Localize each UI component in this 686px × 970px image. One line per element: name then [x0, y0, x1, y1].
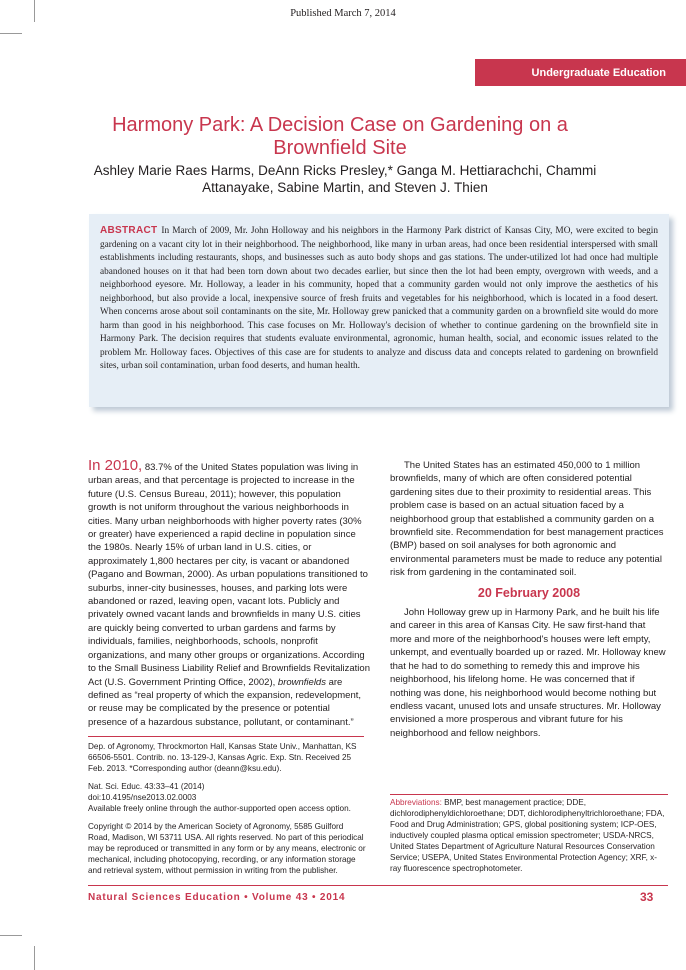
abbreviations-block [390, 797, 668, 874]
abbreviations-divider [390, 794, 668, 795]
abbreviations-text: BMP, best management practice; DDE, dichlorodiphenyldichloroethane; DDT, dichlorodiphenyltrichloroethane; FDA, Food and Drug Administration; GPS, global positioning system; ICP-OES, inductively coupled plasma optical emission spectrometer; USDA-NRCS, United States Department of Agriculture Natural Resources Conservation Service; USEPA, United States Environmental Protection Agency; XRF, x-ray fluorescence spectrophotometer. [390, 798, 665, 873]
intro-italic-term: brownfields [277, 676, 326, 688]
crop-mark [34, 946, 35, 970]
published-date: Published March 7, 2014 [290, 8, 396, 19]
intro-lead: In 2010, [88, 457, 143, 474]
copyright-note: Copyright © 2014 by the American Society of Agronomy, 5585 Guilford Road, Madison, WI 53711 USA. All rights reserved. No part of this periodical may be reproduced or transmitted in any form or by any means, electronic or mechanical, including photocopying, recording, or any information storage and retrieval system, without permission in writing from the publisher. [88, 822, 366, 875]
abstract-text: In March of 2009, Mr. John Holloway and his neighbors in the Harmony Park district of Kansas City, MO, were excited to begin gardening on a vacant city lot in their neighborhood. The neighborhood, like many in urban areas, had once been residential interspersed with small establishments including restaurants, shops, and businesses such as auto body shops and gas stations. The under-utilized lot had once had multiple abandoned houses on it that had been torn down about two decades earlier, but since then the lot had been empty, overgrown with weeds, and a neighborhood eyesore. Mr. Holloway, a leader in his community, hoped that a community garden would not only improve the aesthetics of his neighborhood, but also provide a local, inexpensive source of fresh fruits and vegetables for his neighborhood, which is located in a food desert. When concerns arose about soil contaminants on the site, Mr. Holloway grew panicked that a community garden on a brownfield site would do more harm than good in his neighborhood. This case focuses on Mr. Holloway's decision of whether to continue gardening on the brownfield site in Harmony Park. The decision requires that students evaluate environmental, agronomic, human health, social, and economic issues related to the problem Mr. Holloway faces. Objectives of this case are for students to analyze and discuss data and concepts related to gardening on brownfield sites, urban soil contamination, urban food deserts, and human health. [100, 226, 658, 371]
abstract-label: ABSTRACT [100, 225, 158, 236]
footer-divider [88, 885, 668, 886]
section-heading: 20 February 2008 [477, 585, 581, 600]
body-column-right [390, 459, 668, 740]
abstract-box [89, 214, 669, 407]
crop-mark [0, 935, 22, 936]
affiliation-note: Dep. of Agronomy, Throckmorton Hall, Kansas State Univ., Manhattan, KS 66506-5501. Contrib. no. 13-129-J, Kansas Agric. Exp. Stn. Received 25 Feb. 2013. *Corresponding author (deann@ksu.edu). [88, 742, 357, 773]
open-access-note: Available freely online through the author-supported open access option. [88, 804, 351, 813]
intro-paragraph [88, 459, 370, 729]
intro-text: 83.7% of the United States population was living in urban areas, and that percentage is projected to increase in the future (U.S. Census Bureau, 2011); however, this population growth is not uniform throughout the various neighborhoods in cities. Many urban neighborhoods with higher poverty rates (30% or greater) have experienced a rapid decline in population since the 1980s. Nearly 15% of urban land in U.S. cities, or approximately 1,800 hectares per city, is vacant or abandoned (Pagano and Bowman, 2000). As urban populations transitioned to suburbs, inner-city businesses, houses, and parking lots were abandoned or razed, leaving open, vacant lots. Publicly and privately owned vacant lands and brownfields in many U.S. cities are quickly being converted to urban gardens and farms by individuals, families, neighborhoods, schools, nonprofit organizations, and many other groups or organizations. According to the Small Business Liability Relief and Brownfields Revitalization Act (U.S. Government Printing Office, 2002), [88, 462, 370, 688]
body-paragraph: John Holloway grew up in Harmony Park, and he built his life and career in this area of Kansas City. He saw first-hand that more and more of the neighborhood's houses were left empty, unkempt, and eventually boarded up or razed. Mr. Holloway knew that he had to do something to remedy this and improve his neighborhood, his lifelong home. He was concerned that if nothing was done, his neighborhood would become nothing but endless vacant, unused lots and unsafe structures. Mr. Holloway envisioned a more prosperous and vibrant future for his neighborhood and fellow neighbors. [390, 607, 666, 739]
abbreviations-label: Abbreviations: [390, 798, 442, 807]
footnote-block [88, 741, 366, 876]
footnote-divider [88, 736, 364, 737]
body-column-left [88, 459, 370, 729]
section-label: Undergraduate Education [475, 59, 686, 86]
intro-text-continued: are defined as “real property of which the expansion, redevelopment, or reuse may be complicated by the presence or potential presence of a hazardous substance, pollutant, or contaminant.” [88, 676, 362, 728]
author-list: Ashley Marie Raes Harms, DeAnn Ricks Presley,* Ganga M. Hettiarachchi, Chammi Attanayake, Sabine Martin, and Steven J. Thien [93, 163, 597, 195]
journal-footer: Natural Sciences Education • Volume 43 • 2014 [88, 892, 346, 903]
crop-mark [0, 33, 22, 34]
doi-note: doi:10.4195/nse2013.02.0003 [88, 793, 197, 802]
body-paragraph: The United States has an estimated 450,000 to 1 million brownfields, many of which are often considered potential gardening sites due to their proximity to residential areas. This problem case is based on an actual situation faced by a neighborhood group that established a community garden on a brownfield site. Recommendation for best management practices (BMP) based on soil analyses for both agronomic and environmental parameters must be made to reduce any potential risk from gardening in the contaminated soil. [390, 460, 664, 579]
citation-note: Nat. Sci. Educ. 43:33–41 (2014) [88, 782, 205, 791]
article-title: Harmony Park: A Decision Case on Gardening on a Brownfield Site [112, 114, 568, 159]
page-number: 33 [640, 890, 654, 904]
